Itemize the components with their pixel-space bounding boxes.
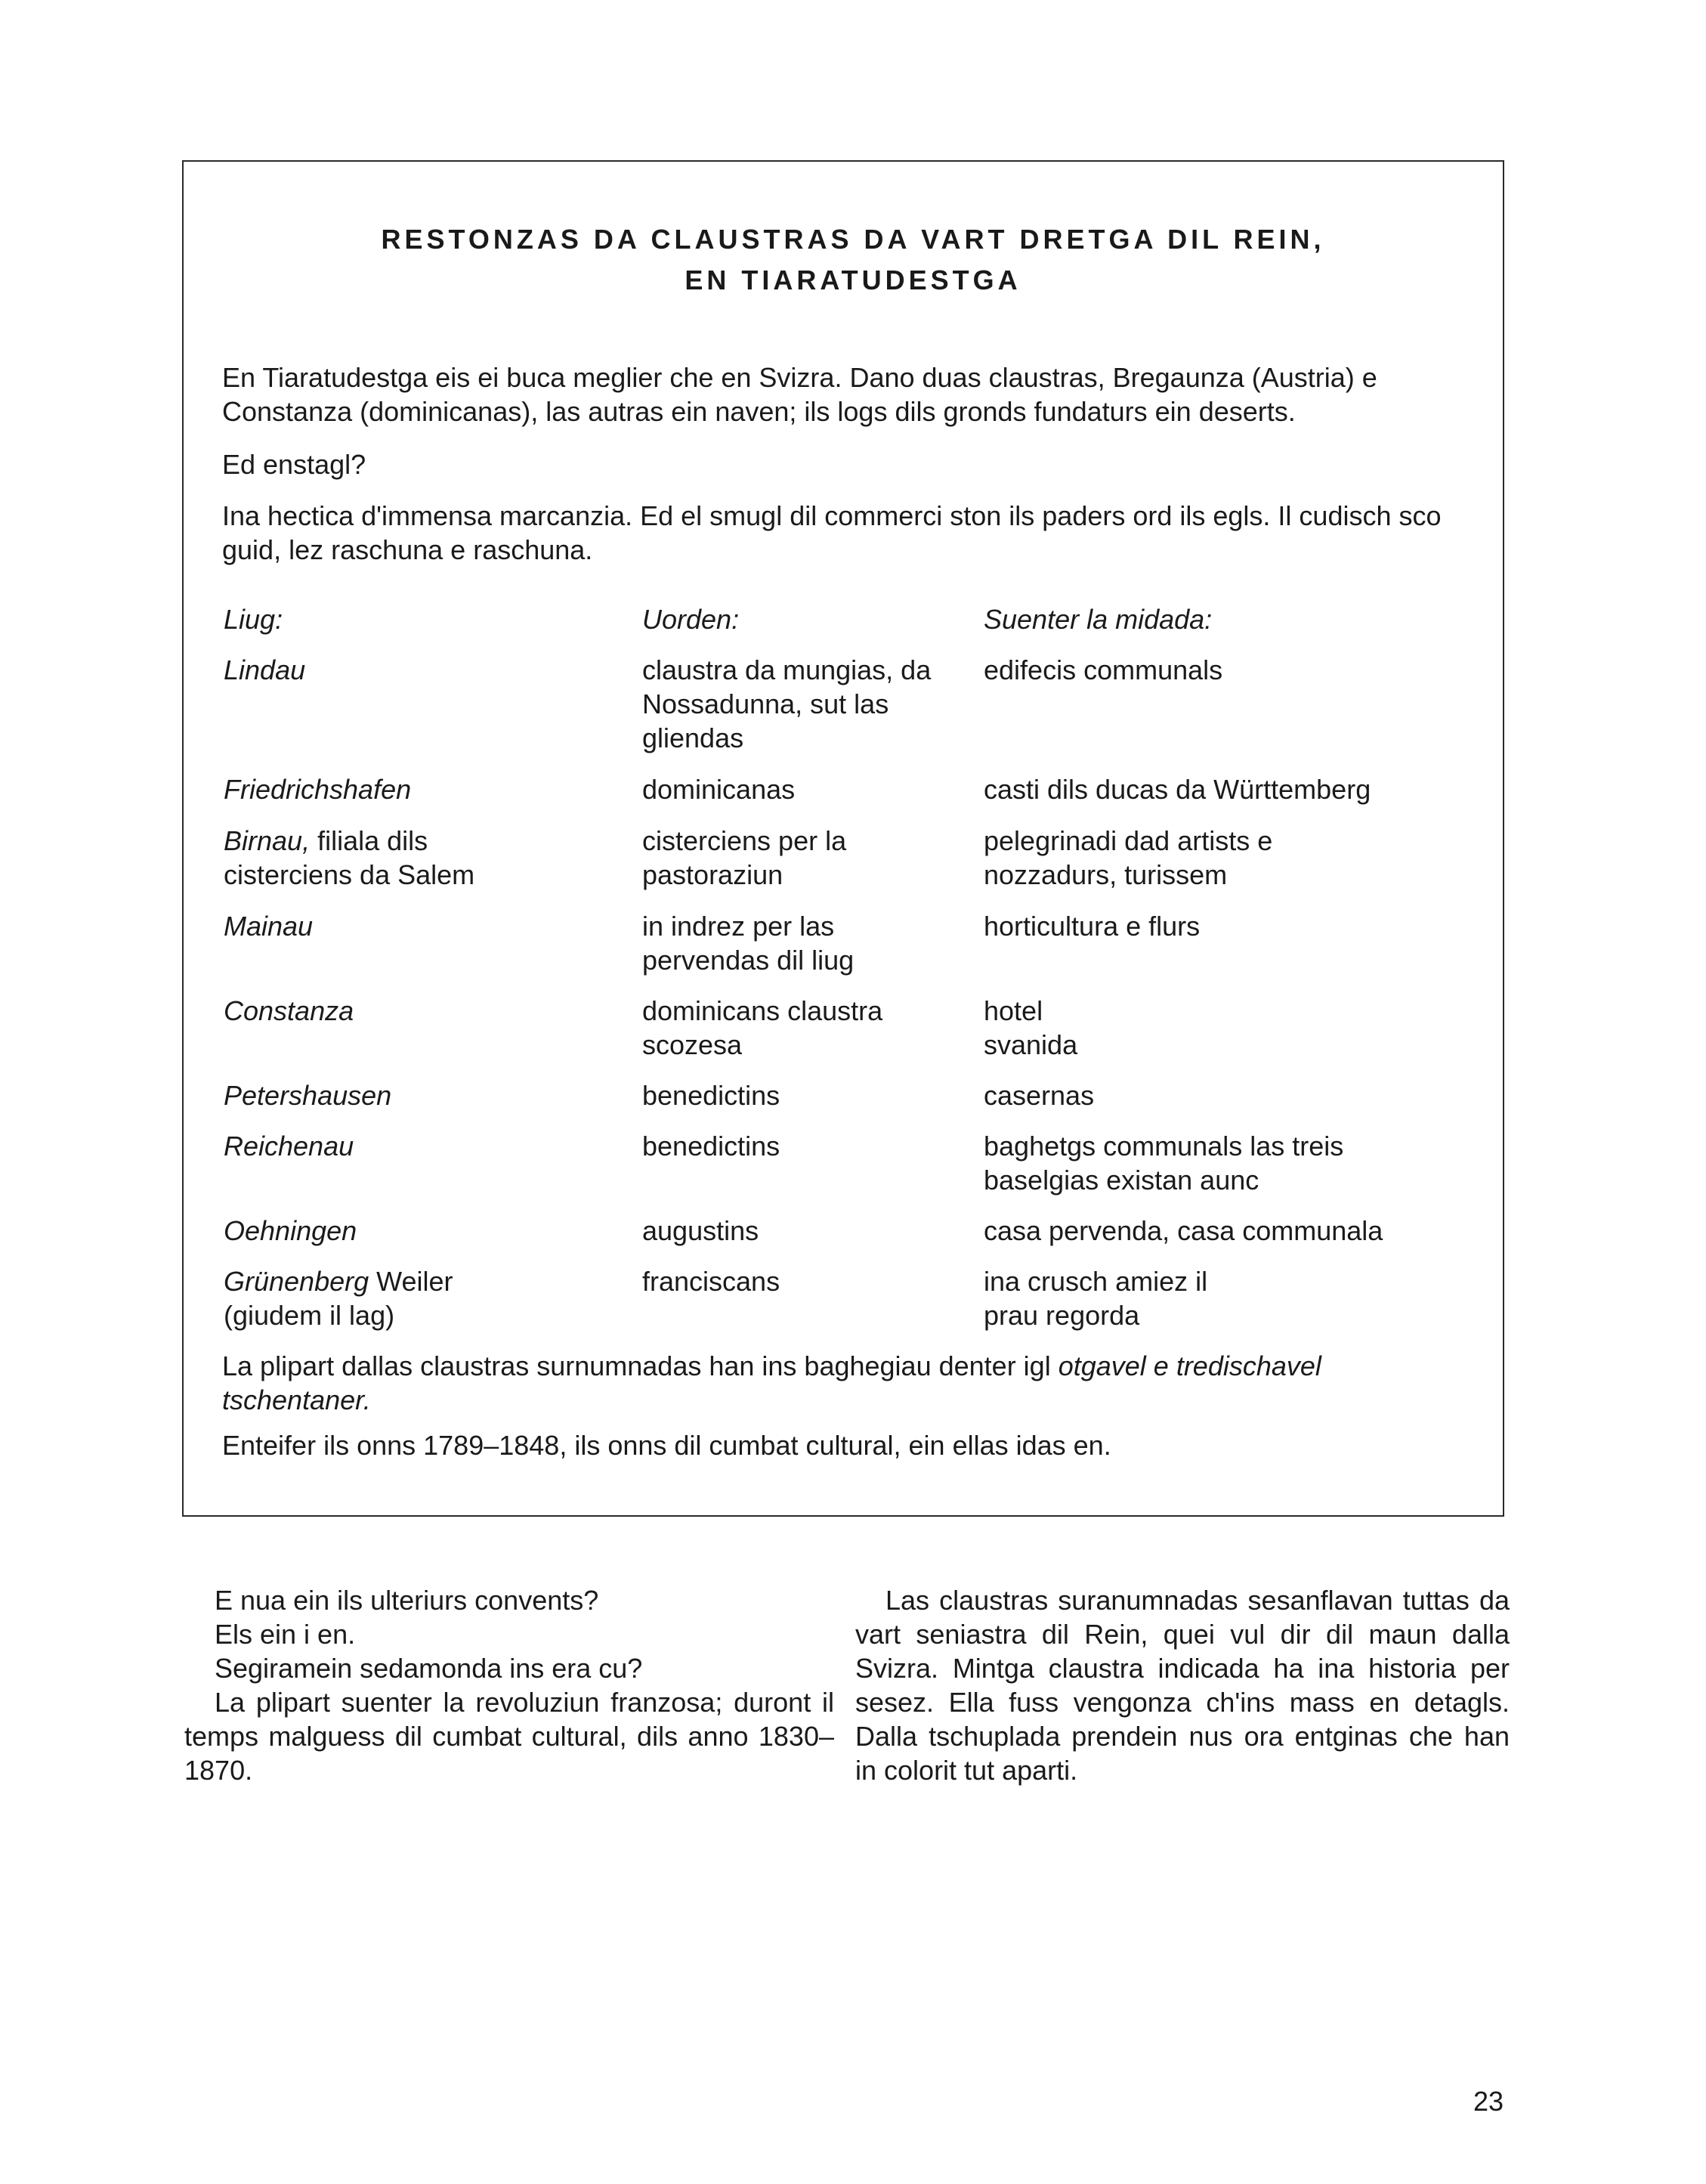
row-after: casa pervenda, casa communala (984, 1215, 1383, 1246)
right-paragraph: Las claustras suranumnadas sesanflavan tuttas da vart seniastra dil Rein, quei vul dir dil maun dalla Svizra. Mintga claustra indicada ha ina historia per sesez. Ella fuss vengonza ch'ins mass en detagls. Dalla tschuplada prendein nus ora entginas che han in colorit tut aparti. (855, 1585, 1510, 1786)
title-line-2: EN TIARATUDESTGA (685, 264, 1021, 295)
row-place: Constanza (224, 995, 354, 1026)
closing-text: La plipart dallas claustras surnumnadas han ins baghegiau denter igl (222, 1350, 1059, 1381)
row-order: cisterciens per la pastoraziun (642, 825, 847, 890)
row-after: casti dils ducas da Württemberg (984, 774, 1371, 805)
row-place: Lindau (224, 654, 306, 685)
row-place-extra: filiala dils cisterciens da Salem (224, 825, 475, 890)
row-after: ina crusch amiez il prau regorda (984, 1266, 1208, 1331)
row-after: edifecis communals (984, 654, 1223, 685)
left-paragraph: Els ein i en. (215, 1619, 356, 1650)
row-order: dominicanas (642, 774, 796, 805)
left-paragraph: La plipart suenter la revoluziun franzosa; duront il temps malguess dil cumbat cultural, dils anno 1830–1870. (184, 1687, 834, 1786)
left-paragraph: E nua ein ils ulteriurs convents? (215, 1585, 599, 1616)
row-order: benedictins (642, 1080, 780, 1111)
row-after: hotel svanida (984, 995, 1078, 1060)
row-place: Reichenau (224, 1131, 354, 1162)
row-place: Oehningen (224, 1215, 357, 1246)
page-number: 23 (1473, 2086, 1504, 2117)
left-paragraph: Segiramein sedamonda ins era cu? (215, 1653, 643, 1684)
row-order: franciscans (642, 1266, 780, 1297)
header-order: Uorden: (642, 604, 740, 635)
row-order: dominicans claustra scozesa (642, 995, 883, 1060)
row-after: horticultura e flurs (984, 911, 1201, 942)
closing-italic-text: otgavel e tredischavel tschentaner. (222, 1350, 1321, 1415)
header-after: Suenter la midada: (984, 604, 1213, 635)
title-line-1: RESTONZAS DA CLAUSTRAS DA VART DRETGA DIL REIN, (381, 224, 1325, 255)
header-place: Liug: (224, 604, 283, 635)
row-order: benedictins (642, 1131, 780, 1162)
intro-paragraph: En Tiaratudestga eis ei buca meglier che en Svizra. Dano duas claustras, Bregaunza (Austria) e Constanza (dominicanas), las autras ein naven; ils logs dils gronds fundaturs ein deserts. (222, 362, 1377, 427)
row-order: augustins (642, 1215, 759, 1246)
row-order: in indrez per las pervendas dil liug (642, 911, 855, 976)
row-after: casernas (984, 1080, 1095, 1111)
left-column (184, 1583, 834, 1787)
question-paragraph: Ed enstagl? (222, 449, 366, 480)
row-order: claustra da mungias, da Nossadunna, sut las gliendas (642, 654, 932, 753)
row-place: Petershausen (224, 1080, 392, 1111)
row-place: Mainau (224, 911, 314, 942)
row-after: pelegrinadi dad artists e nozzadurs, turissem (984, 825, 1273, 890)
box-title (0, 219, 1706, 301)
row-place-extra: Weiler (giudem il lag) (224, 1266, 453, 1331)
row-place: Friedrichshafen (224, 774, 412, 805)
answer-paragraph: Ina hectica d'immensa marcanzia. Ed el smugl dil commerci ston ils paders ord ils egls. Il cudisch sco guid, lez raschuna e raschuna. (222, 500, 1442, 565)
closing-paragraph-2: Enteifer ils onns 1789–1848, ils onns dil cumbat cultural, ein ellas idas en. (222, 1430, 1111, 1461)
row-place: Birnau, (224, 825, 311, 856)
row-after: baghetgs communals las treis baselgias existan aunc (984, 1131, 1344, 1196)
row-place: Grünenberg (224, 1266, 369, 1297)
right-column (855, 1583, 1510, 1787)
closing-paragraph-1 (222, 1349, 1469, 1417)
